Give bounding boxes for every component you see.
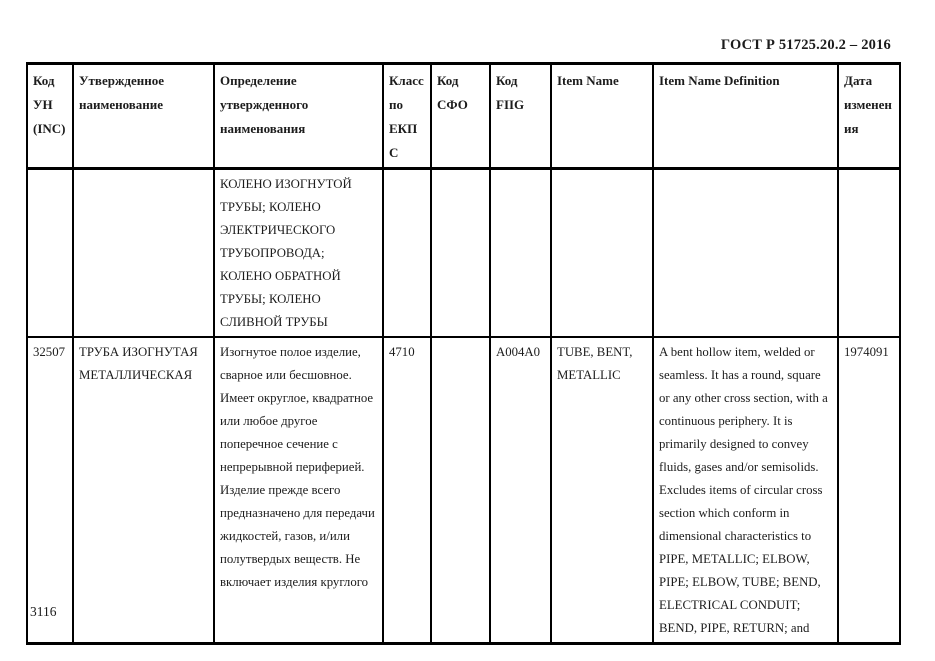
cell-item-name-definition [653, 169, 838, 338]
cell-inc-code [27, 169, 73, 338]
cell-sfo-code [431, 337, 490, 644]
cell-fiig-code [490, 169, 551, 338]
table-row-32507 [27, 337, 900, 644]
page-number: 3116 [30, 604, 57, 619]
cell-change-date [838, 169, 900, 338]
header-approved-name: Утвержденное наименование [73, 64, 214, 169]
header-item-name: Item Name [551, 64, 653, 169]
header-inc-code: Код УН (INC) [27, 64, 73, 169]
cell-approved-name: ТРУБА ИЗОГНУТАЯ МЕТАЛЛИЧЕСКАЯ [73, 337, 214, 644]
cell-approved-name [73, 169, 214, 338]
cell-sfo-code [431, 169, 490, 338]
catalog-table [26, 62, 901, 645]
cell-item-name-definition: A bent hollow item, welded or seamless. It has a round, square or any other cross section, with a continuous periphery. It is primarily designed to convey fluids, gases and/or semisolids. Excludes items of circular cross section which conform in dimensional characteristics to PIPE, METALLIC; ELBOW, PIPE; ELBOW, TUBE; BEND, ELECTRICAL CONDUIT; BEND, PIPE, RETURN; and [653, 337, 838, 644]
header-sfo-code: Код СФО [431, 64, 490, 169]
cell-item-name: TUBE, BENT, METALLIC [551, 337, 653, 644]
header-item-name-definition: Item Name Definition [653, 64, 838, 169]
cell-approved-name-definition: Изогнутое полое изделие, сварное или бесшовное. Имеет округлое, квадратное или любое другое поперечное сечение с непрерывной периферией. Изделие прежде всего предназначено для передачи жидкостей, газов, и/или полутвердых веществ. Не включает изделия круглого [214, 337, 383, 644]
cell-item-name [551, 169, 653, 338]
header-approved-name-definition: Определение утвержденного наименования [214, 64, 383, 169]
cell-change-date: 1974091 [838, 337, 900, 644]
header-change-date: Дата изменения [838, 64, 900, 169]
header-ekps-class: Класс по ЕКПС [383, 64, 431, 169]
cell-ekps-class [383, 169, 431, 338]
cell-ekps-class: 4710 [383, 337, 431, 644]
cell-fiig-code: A004A0 [490, 337, 551, 644]
cell-approved-name-definition: КОЛЕНО ИЗОГНУТОЙ ТРУБЫ; КОЛЕНО ЭЛЕКТРИЧЕСКОГО ТРУБОПРОВОДА; КОЛЕНО ОБРАТНОЙ ТРУБЫ; КОЛЕНО СЛИВНОЙ ТРУБЫ [214, 169, 383, 338]
table-row-continuation [27, 169, 900, 338]
cell-inc-code: 32507 [27, 337, 73, 644]
header-fiig-code: Код FIIG [490, 64, 551, 169]
table-header-row [27, 64, 900, 169]
doc-standard-header: ГОСТ Р 51725.20.2 – 2016 [720, 37, 891, 53]
